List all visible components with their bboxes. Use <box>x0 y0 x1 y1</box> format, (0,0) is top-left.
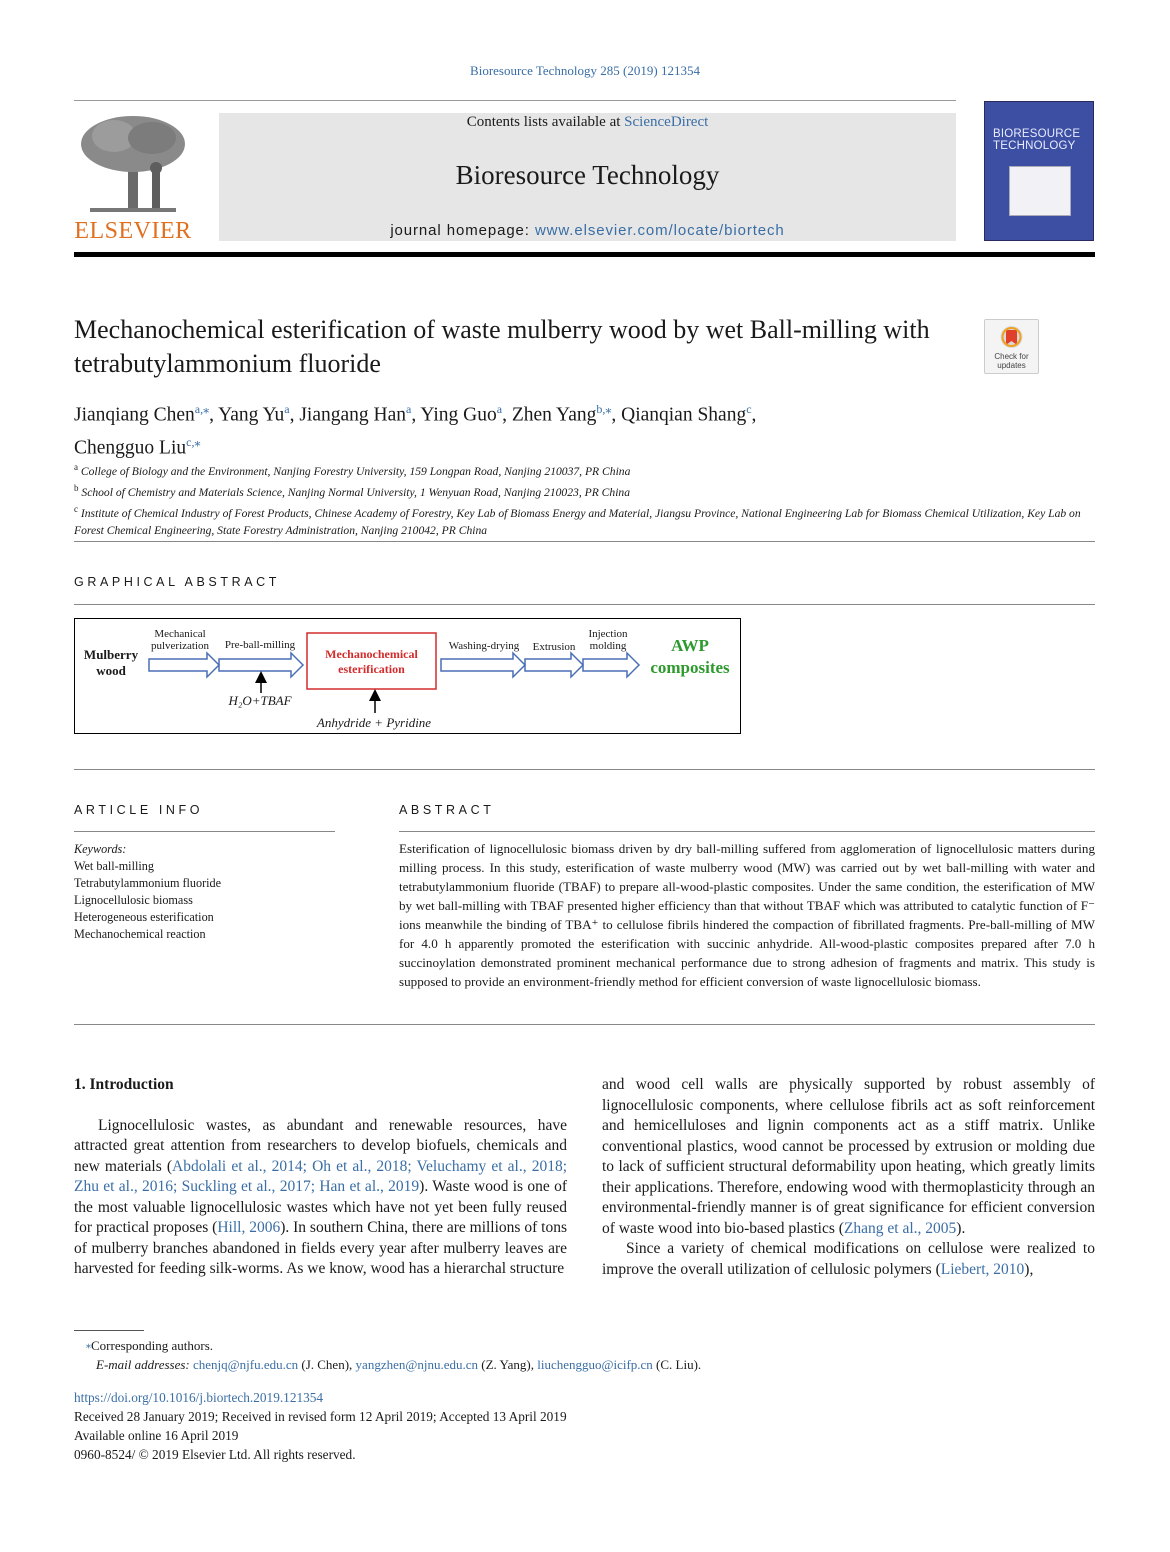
author-affil-mark[interactable]: c <box>746 402 752 416</box>
paragraph-text: ), <box>1024 1260 1034 1278</box>
author-name: Chengguo Liu <box>74 437 187 458</box>
received-dates: Received 28 January 2019; Received in revised form 12 April 2019; Accepted 13 April 2019 <box>74 1409 567 1424</box>
paragraph <box>74 1116 567 1280</box>
divider <box>74 604 1095 605</box>
affiliation <box>74 501 1094 539</box>
paragraph-text: ). <box>956 1219 966 1237</box>
divider <box>74 541 1095 542</box>
article-info-heading: ARTICLE INFO <box>74 803 204 817</box>
footnote-rule <box>74 1330 144 1331</box>
body-column-left <box>74 1075 567 1280</box>
abstract-text: Esterification of lignocellulosic biomass driven by dry ball-milling suffered from agglomeration of lignocellulosic matters during milling process. In this study, esterification of waste mulberry wood (MW) was carried out by wet ball-milling with water and tetrabutylammonium fluoride (TBAF) to prepare all-wood-plastic composites. Under the same condition, the esterification of MW by wet ball-milling with TBAF presented higher efficiency than that without TBAF which was attributed to catalytic function of F⁻ ions meanwhile the binding of TBA⁺ to cellulose fibrils hindered the compaction of fibrillated fragments. Pre-ball-milling of MW for 4.0 h apparently promoted the esterification with succinic anhydride. All-wood-plastic composites prepared after 7.0 h succinoylation demonstrated prominent mechanical performance due to strong adhesion of fragments and matrix. This study is supposed to provide an environment-friendly method for efficient conversion of waste lignocellulosic biomass. <box>399 841 1095 989</box>
homepage-line <box>219 222 956 239</box>
author-name: Jianqiang Chen <box>74 404 195 426</box>
footnote <box>74 1336 1094 1374</box>
contents-prefix: Contents lists available at <box>466 114 625 130</box>
corresponding-label: Corresponding authors. <box>91 1338 214 1353</box>
affiliation-text: Institute of Chemical Industry of Forest Products, Chinese Academy of Forestry, Key Lab of Biomass Energy and Material, Jiangsu Province, National Engineering Lab for Biomass Chemical Utilization, Key Lab on Forest Chemical Engineering, State Forestry Administration, Nanjing 210042, PR China <box>74 506 1081 537</box>
keyword: Lignocellulosic biomass <box>74 893 193 907</box>
author-name: Yang Yu <box>218 404 285 426</box>
divider <box>74 769 1095 770</box>
citation-link[interactable]: Abdolali et al., 2014; Oh et al., 2018; Veluchamy et al., 2018; Zhu et al., 2016; Suckling et al., 2017; Han et al., 2019 <box>74 1157 568 1195</box>
email-owner: (C. Liu). <box>652 1357 702 1372</box>
journal-name: Bioresource Technology <box>455 160 720 190</box>
journal-reference[interactable]: Bioresource Technology 285 (2019) 121354 <box>470 63 700 78</box>
publication-info <box>74 1388 1094 1464</box>
keyword: Heterogeneous esterification <box>74 910 214 924</box>
header-thick-rule <box>74 252 1095 257</box>
abstract-heading: ABSTRACT <box>399 803 495 817</box>
email-owner: (Z. Yang), <box>477 1357 538 1372</box>
email-label: E-mail addresses: <box>96 1357 194 1372</box>
email-link[interactable]: chenjq@njfu.edu.cn <box>193 1357 299 1372</box>
affiliation-mark: c <box>74 503 78 514</box>
paragraph <box>602 1239 1095 1280</box>
divider <box>74 1024 1095 1025</box>
graphical-abstract-heading: GRAPHICAL ABSTRACT <box>74 575 281 589</box>
doi-link[interactable]: https://doi.org/10.1016/j.biortech.2019.121354 <box>74 1390 324 1405</box>
author-name: Ying Guo <box>420 404 497 426</box>
ga-step5-label: Injection molding <box>588 628 628 652</box>
keywords-block <box>74 841 334 943</box>
arrow-2 <box>219 653 303 677</box>
paragraph-text: ). In southern China, there are millions of tons of mulberry branches abandoned in fields every year after mulberry leaves are harvested for feeding silk-worms. As we know, wood has a hierarchal structure <box>74 1219 567 1277</box>
author-separator: , <box>289 404 300 426</box>
author-affil-mark[interactable]: a,⁎ <box>194 402 210 416</box>
ga-step4-label: Extrusion <box>532 641 576 653</box>
cover-figure <box>1009 166 1071 216</box>
paragraph <box>602 1075 1095 1239</box>
affiliations <box>74 459 1094 539</box>
contents-line <box>219 114 956 131</box>
affiliation <box>74 459 1094 480</box>
affiliation-mark: a <box>74 462 78 472</box>
cover-title: BIORESOURCE TECHNOLOGY <box>993 128 1081 152</box>
copyright: 0960-8524/ © 2019 Elsevier Ltd. All rights reserved. <box>74 1447 356 1462</box>
ga-end-label: AWP composites <box>650 636 730 677</box>
check-for-updates-label: Check for updates <box>994 352 1029 370</box>
arrow-5 <box>583 653 639 677</box>
ga-start-label: Mulberry wood <box>83 647 139 678</box>
author-affil-mark[interactable]: b,⁎ <box>596 402 612 416</box>
author-list <box>74 396 1094 461</box>
section-heading: 1. Introduction <box>74 1076 174 1093</box>
affiliation-text: College of Biology and the Environment, Nanjing Forestry University, 159 Longpan Road, Nanjing 210037, PR China <box>78 464 631 478</box>
bookmark-icon <box>999 325 1024 351</box>
sciencedirect-link[interactable]: ScienceDirect <box>624 114 709 130</box>
paragraph-text: ). Waste wood is one of the most valuable lignocellulosic wastes which have not yet been fully reused for practical proposes ( <box>74 1178 567 1236</box>
arrow-4 <box>525 653 583 677</box>
tree-icon <box>74 112 192 216</box>
author-name: Qianqian Shang <box>621 404 747 426</box>
author-separator: , <box>611 404 622 426</box>
divider <box>74 831 335 832</box>
footnote-mark: ⁎ <box>86 1340 91 1351</box>
ga-step2-input: H₂O+TBAF <box>228 693 292 708</box>
body-column-right <box>602 1075 1095 1280</box>
citation-link[interactable]: Liebert, 2010 <box>940 1260 1025 1278</box>
paragraph-text: Lignocellulosic wastes, as abundant and renewable resources, have attracted great attention from researchers to develop biofuels, chemicals and new materials ( <box>74 1116 567 1175</box>
ga-step1-label: Mechanical pulverization <box>150 628 210 652</box>
arrow-3 <box>441 653 525 677</box>
journal-cover[interactable] <box>984 101 1094 241</box>
author-name: Jiangang Han <box>299 404 407 426</box>
affiliation-text: School of Chemistry and Materials Science, Nanjing Normal University, 1 Wenyuan Road, Nanjing 210023, PR China <box>78 485 631 499</box>
divider <box>399 831 1095 832</box>
author-affil-mark[interactable]: a <box>406 402 412 416</box>
keyword: Tetrabutylammonium fluoride <box>74 876 222 890</box>
citation-link[interactable]: Zhang et al., 2005 <box>843 1219 957 1237</box>
affiliation <box>74 480 1094 501</box>
header-rule <box>74 100 956 101</box>
keywords-label: Keywords: <box>74 842 127 856</box>
paragraph-text: Since a variety of chemical modifications on cellulose were realized to improve the overall utilization of cellulosic polymers ( <box>602 1240 1095 1278</box>
available-online: Available online 16 April 2019 <box>74 1428 239 1443</box>
ga-center-input: Anhydride + Pyridine <box>316 715 432 730</box>
author-affil-mark[interactable]: c,⁎ <box>186 434 201 449</box>
article-title: Mechanochemical esterification of waste mulberry wood by wet Ball-milling with tetrabutylammonium fluoride <box>74 315 930 378</box>
keyword: Mechanochemical reaction <box>74 927 206 941</box>
author-separator: , <box>751 404 757 426</box>
author-name: Zhen Yang <box>511 404 597 426</box>
ga-step3-label: Washing-drying <box>448 640 520 652</box>
email-link[interactable]: liuchengguo@icifp.cn <box>537 1357 653 1372</box>
email-line <box>74 1355 1094 1374</box>
elsevier-wordmark: ELSEVIER <box>74 218 192 244</box>
citation-link[interactable]: Hill, 2006 <box>217 1219 281 1236</box>
author-affil-mark[interactable]: a <box>496 402 503 416</box>
ga-step2-label: Pre-ball-milling <box>224 639 296 651</box>
author-separator: , <box>411 404 421 426</box>
homepage-link[interactable]: www.elsevier.com/locate/biortech <box>534 222 785 239</box>
arrow-1 <box>149 653 219 677</box>
graphical-abstract-figure <box>74 618 741 734</box>
homepage-prefix: journal homepage: <box>390 222 535 239</box>
affiliation-mark: b <box>74 482 79 493</box>
author-separator: , <box>502 404 512 426</box>
paragraph-text: and wood cell walls are physically supported by robust assembly of lignocellulosic components, where cellulose fibrils act as soft reinforcement and hemicelluloses and lignin components act as a stiff matrix. Unlike conventional plastics, wood cannot be processed by extrusion or molding due to lack of sufficient structural deformability upon heating, which greatly limits their applications. Therefore, endowing wood with thermoplasticity through an environmental-friendly manner is of great significance for efficient conversion of waste wood into bio-based plastics ( <box>602 1076 1095 1237</box>
author-separator: , <box>209 404 219 426</box>
corresponding-note <box>74 1336 1094 1355</box>
check-for-updates-button[interactable] <box>984 319 1039 374</box>
email-owner: (J. Chen), <box>298 1357 356 1372</box>
keyword: Wet ball-milling <box>74 859 154 873</box>
author-affil-mark[interactable]: a <box>284 402 290 416</box>
ga-center-label: Mechanochemical esterification <box>325 647 418 676</box>
email-link[interactable]: yangzhen@njnu.edu.cn <box>355 1357 478 1372</box>
